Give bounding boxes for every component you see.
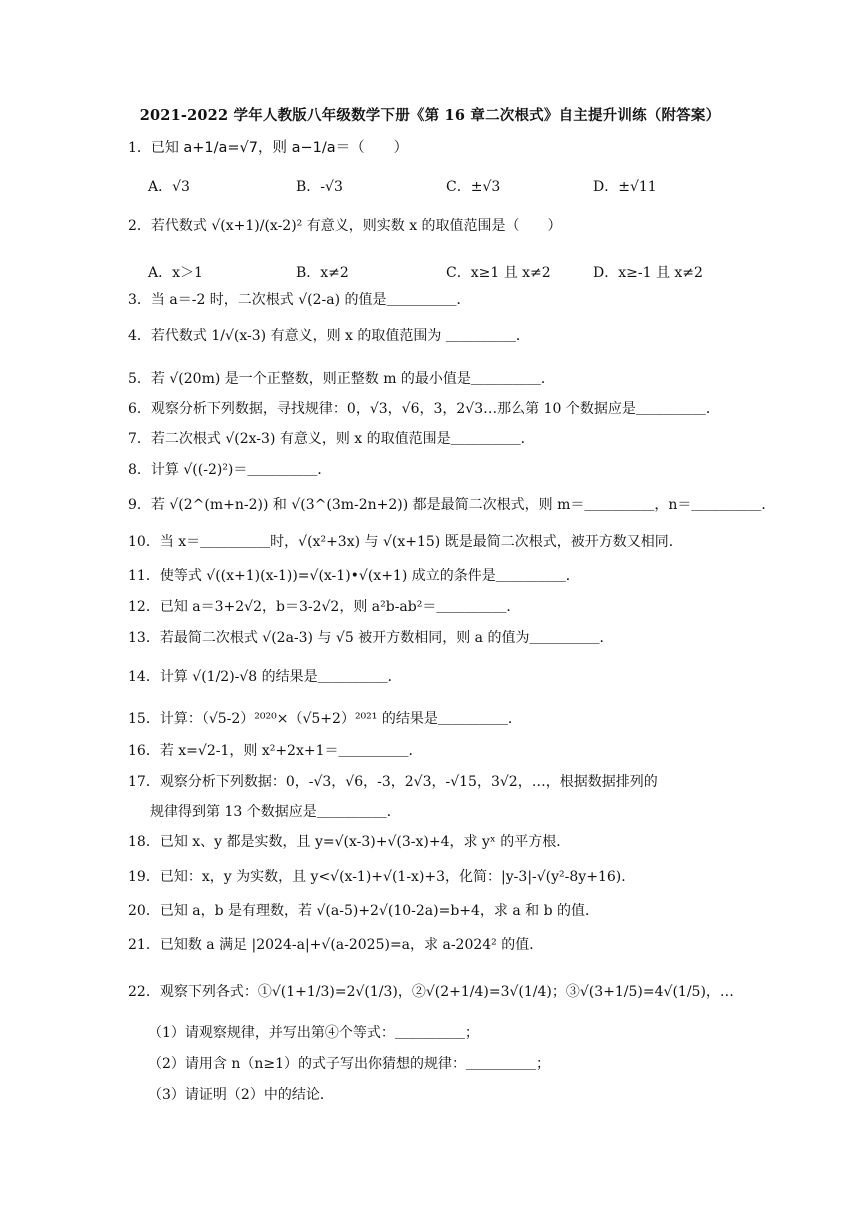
question-text: 当 a＝-2 时，二次根式 √(2-a) 的值是＿＿＿＿＿． xyxy=(150,292,471,308)
question-text: 已知 a＝3+2√2，b＝3-2√2，则 a²b-ab²＝＿＿＿＿＿． xyxy=(159,599,521,615)
question-13 xyxy=(128,628,728,648)
question-number: 2． xyxy=(128,218,151,234)
option-a: A．x＞1 xyxy=(148,265,203,281)
question-text: 若代数式 1/√(x-3) 有意义，则 x 的取值范围为 ＿＿＿＿＿． xyxy=(150,328,530,344)
question-number: 10． xyxy=(128,534,160,550)
question-text: 观察下列各式：①√(1+1/3)=2√(1/3)，②√(2+1/4)=3√(1/4)；③√(3+1/5)=4√(1/5)，… xyxy=(159,984,734,1000)
question-22-part-3: （3）请证明（2）中的结论． xyxy=(148,1087,334,1103)
question-number: 4． xyxy=(128,328,151,344)
question-number: 9． xyxy=(128,497,151,513)
option-d: D．x≥-1 且 x≠2 xyxy=(593,265,703,281)
question-7 xyxy=(128,429,728,449)
question-text: 若最简二次根式 √(2a-3) 与 √5 被开方数相同，则 a 的值为＿＿＿＿＿． xyxy=(159,630,614,646)
option-c: C．±√3 xyxy=(446,179,501,195)
question-4 xyxy=(128,326,728,346)
question-5 xyxy=(128,369,728,389)
question-number: 22． xyxy=(128,984,160,1000)
question-number: 3． xyxy=(128,292,151,308)
question-6 xyxy=(128,399,728,419)
question-12 xyxy=(128,597,728,617)
question-8 xyxy=(128,460,728,480)
question-number: 18． xyxy=(128,834,160,850)
question-number: 17． xyxy=(128,774,160,790)
question-number: 12． xyxy=(128,599,160,615)
question-text: 观察分析下列数据：0，-√3，√6，-3，2√3，-√15，3√2，…，根据数据排列的 xyxy=(159,774,658,790)
question-22-part-1: （1）请观察规律，并写出第④个等式：＿＿＿＿＿； xyxy=(148,1025,479,1041)
question-text: 已知：x，y 为实数，且 y<√(x-1)+√(1-x)+3，化简：|y-3|-√(y²-8y+16)． xyxy=(159,869,636,885)
question-formula: a+1/a=√7，则 a−1/a＝（ ） xyxy=(183,140,409,156)
option-d: D．±√11 xyxy=(593,179,657,195)
question-number: 5． xyxy=(128,371,151,387)
question-text: 当 x＝＿＿＿＿＿时，√(x²+3x) 与 √(x+15) 既是最简二次根式，被开方数又相同． xyxy=(159,534,683,550)
option-b: B．-√3 xyxy=(296,179,343,195)
question-16 xyxy=(128,741,728,761)
question-11 xyxy=(128,566,728,586)
question-22-part-2: （2）请用含 n（n≥1）的式子写出你猜想的规律：＿＿＿＿＿； xyxy=(148,1056,551,1072)
question-17 xyxy=(128,772,728,792)
question-14 xyxy=(128,667,728,687)
question-3 xyxy=(128,290,728,310)
question-10 xyxy=(128,532,728,552)
question-text: 若代数式 √(x+1)/(x-2)² 有意义，则实数 x 的取值范围是（ ） xyxy=(150,218,562,234)
question-text: 若 √(2^(m+n-2)) 和 √(3^(3m-2n+2)) 都是最简二次根式，则 m＝＿＿＿＿＿，n＝＿＿＿＿＿． xyxy=(150,497,776,513)
question-text: 已知 xyxy=(150,140,179,156)
question-text: 计算：（√5-2）²⁰²⁰×（√5+2）²⁰²¹ 的结果是＿＿＿＿＿． xyxy=(159,711,522,727)
question-text: 使等式 √((x+1)(x-1))=√(x-1)•√(x+1) 成立的条件是＿＿＿＿＿． xyxy=(159,568,580,584)
question-number: 21． xyxy=(128,937,160,953)
question-21 xyxy=(128,935,728,955)
question-2 xyxy=(128,216,728,236)
option-a: A．√3 xyxy=(148,179,190,195)
question-text: 若二次根式 √(2x-3) 有意义，则 x 的取值范围是＿＿＿＿＿． xyxy=(150,431,535,447)
question-number: 20． xyxy=(128,903,160,919)
question-number: 6． xyxy=(128,401,151,417)
question-number: 8． xyxy=(128,462,151,478)
question-text: 已知数 a 满足 |2024-a|+√(a-2025)=a，求 a-2024² 的值． xyxy=(159,937,544,953)
question-text: 计算 √((-2)²)＝＿＿＿＿＿． xyxy=(150,462,332,478)
question-9 xyxy=(128,495,776,515)
question-19 xyxy=(128,867,728,887)
question-text: 观察分析下列数据，寻找规律：0，√3，√6，3，2√3…那么第 10 个数据应是＿＿＿＿＿． xyxy=(150,401,720,417)
question-15 xyxy=(128,709,728,729)
question-number: 1． xyxy=(128,140,151,156)
question-text: 已知 x、y 都是实数，且 y=√(x-3)+√(3-x)+4，求 yˣ 的平方根． xyxy=(159,834,571,850)
question-number: 16． xyxy=(128,743,160,759)
option-c: C．x≥1 且 x≠2 xyxy=(446,265,551,281)
question-number: 11． xyxy=(128,568,160,584)
question-number: 13． xyxy=(128,630,160,646)
question-number: 14． xyxy=(128,669,160,685)
question-18 xyxy=(128,832,728,852)
question-number: 7． xyxy=(128,431,151,447)
document-title: 2021-2022 学年人教版八年级数学下册《第 16 章二次根式》自主提升训练（附答案） xyxy=(139,107,721,124)
question-1 xyxy=(128,138,728,158)
question-text: 计算 √(1/2)-√8 的结果是＿＿＿＿＿． xyxy=(159,669,402,685)
question-number: 15． xyxy=(128,711,160,727)
question-17-line-2: 规律得到第 13 个数据应是＿＿＿＿＿． xyxy=(150,804,401,820)
question-text: 已知 a，b 是有理数，若 √(a-5)+2√(10-2a)=b+4，求 a 和 b 的值． xyxy=(159,903,600,919)
question-text: 若 √(20m) 是一个正整数，则正整数 m 的最小值是＿＿＿＿＿． xyxy=(150,371,555,387)
option-b: B．x≠2 xyxy=(296,265,349,281)
question-text: 若 x=√2-1，则 x²+2x+1＝＿＿＿＿＿． xyxy=(159,743,423,759)
question-22 xyxy=(128,982,734,1002)
question-number: 19． xyxy=(128,869,160,885)
question-20 xyxy=(128,901,728,921)
